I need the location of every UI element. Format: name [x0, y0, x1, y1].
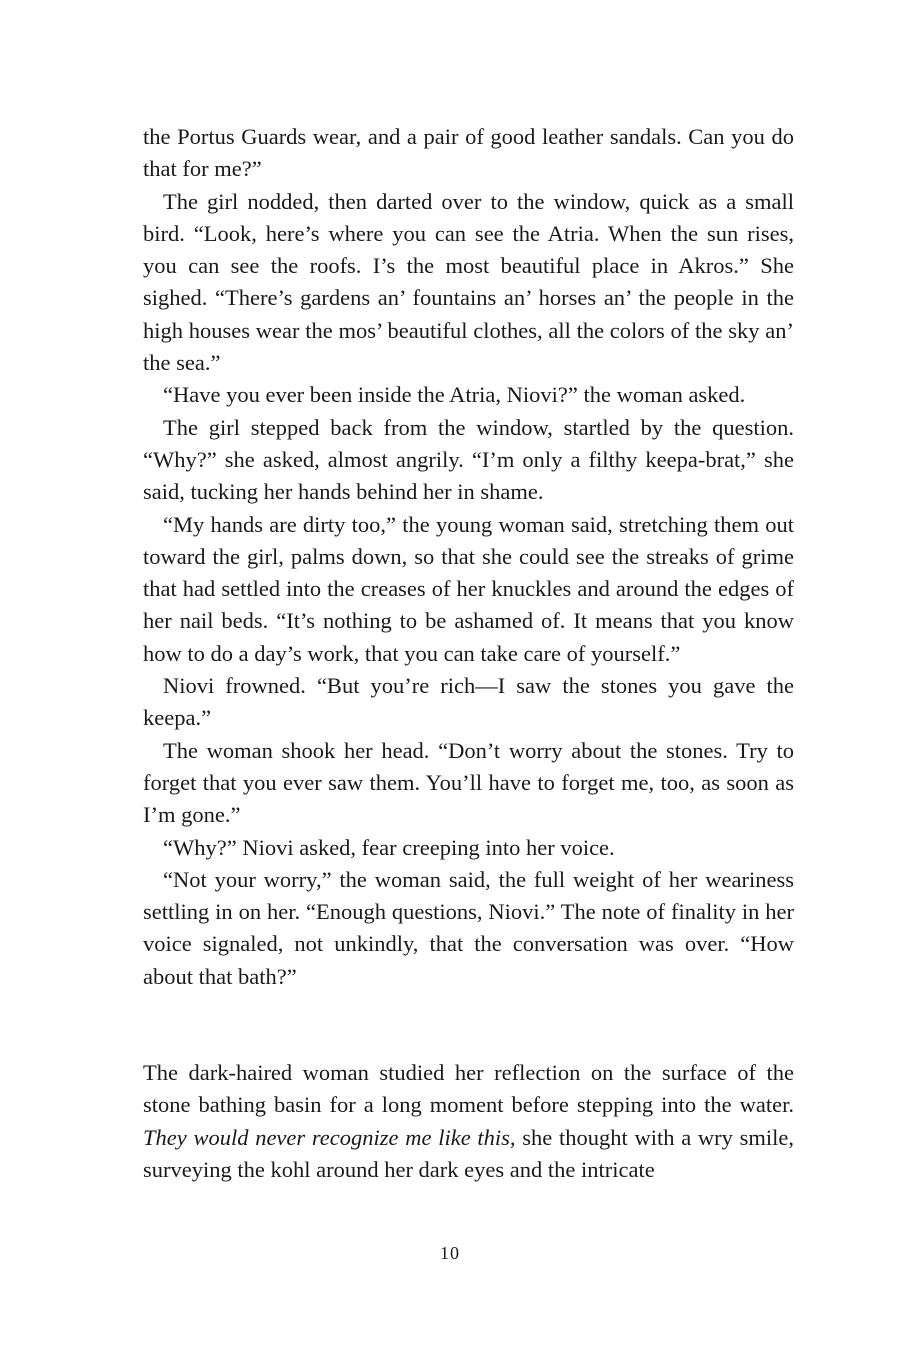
paragraph: “Not your worry,” the woman said, the full weight of her weariness settling in on her. “Enough questions, Niovi.” The note of finality in her voice signaled, not unkindly, that the conversation was over. “How about that bath?”: [143, 866, 794, 989]
italic-thought: They would never recognize me like this,: [143, 1124, 516, 1150]
paragraph: The girl stepped back from the window, startled by the question. “Why?” she asked, almost angrily. “I’m only a filthy keepa-brat,” she said, tucking her hands behind her in shame.: [143, 414, 794, 505]
paragraph: the Portus Guards wear, and a pair of good leather sandals. Can you do that for me?”: [143, 124, 794, 182]
page-number: 10: [440, 1243, 460, 1263]
paragraph: The woman shook her head. “Don’t worry about the stones. Try to forget that you ever saw them. You’ll have to forget me, too, as soon as I’m gone.”: [143, 737, 794, 828]
paragraph-lead: The dark-haired woman studied her reflection on the surface of the stone bathing basin for a long moment before stepping into the water.: [143, 1060, 794, 1118]
section-2-text: [143, 1057, 794, 1186]
paragraph: “Have you ever been inside the Atria, Niovi?” the woman asked.: [163, 382, 746, 408]
paragraph: The girl nodded, then darted over to the window, quick as a small bird. “Look, here’s where you can see the Atria. When the sun rises, you can see the roofs. I’s the most beautiful place in Akros.” She sighed. “There’s gardens an’ fountains an’ horses an’ the people in the high houses wear the mos’ beautiful clothes, all the colors of the sky an’ the sea.”: [143, 188, 794, 376]
section-1-text: [143, 121, 794, 993]
paragraph-tail: she thought with a wry smile, surveying the kohl around her dark eyes and the intricate: [143, 1124, 794, 1182]
section-opening-paragraph: [143, 1057, 794, 1186]
paragraph: Niovi frowned. “But you’re rich—I saw the stones you gave the keepa.”: [143, 673, 794, 731]
paragraph: “My hands are dirty too,” the young woman said, stretching them out toward the girl, palms down, so that she could see the streaks of grime that had settled into the creases of her knuckles and around the edges of her nail beds. “It’s nothing to be ashamed of. It means that you know how to do a day’s work, that you can take care of yourself.”: [143, 511, 794, 666]
paragraph: “Why?” Niovi asked, fear creeping into her voice.: [163, 834, 615, 860]
